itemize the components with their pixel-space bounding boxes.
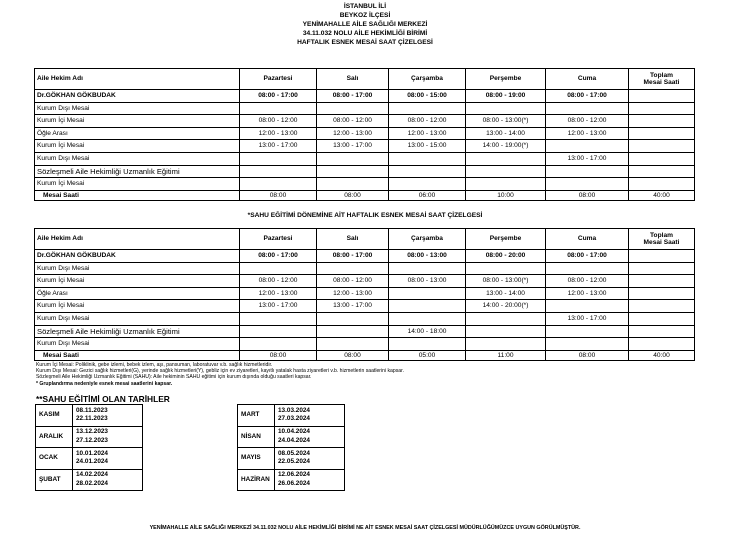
row-label: Öğle Arası	[35, 287, 240, 300]
time-cell	[240, 312, 317, 325]
time-cell: 13:00 - 17:00	[240, 140, 317, 153]
time-cell: 08:00 - 12:00	[317, 275, 389, 288]
time-cell	[317, 178, 389, 191]
dates-cell	[73, 469, 143, 491]
table-row	[35, 165, 695, 178]
column-header-day: Perşembe	[466, 229, 546, 250]
total-cell	[629, 165, 695, 178]
total-hours-cell: 05:00	[389, 350, 466, 360]
time-cell: 13:00 - 17:00	[546, 152, 629, 165]
row-label: Kurum İçi Mesai	[35, 178, 240, 191]
time-cell: 12:00 - 13:00	[317, 127, 389, 140]
time-cell: 08:00 - 17:00	[546, 250, 629, 263]
dates-cell	[275, 405, 345, 427]
row-label: Dr.GÖKHAN GÖKBUDAK	[35, 250, 240, 263]
total-cell	[629, 152, 695, 165]
total-hours-cell: 06:00	[389, 190, 466, 200]
time-cell	[546, 325, 629, 338]
month-cell: NİSAN	[238, 426, 275, 448]
row-label: Kurum Dışı Mesai	[35, 312, 240, 325]
table-row	[35, 300, 695, 313]
time-cell	[317, 338, 389, 351]
time-cell: 08:00 - 17:00	[546, 90, 629, 103]
time-cell: 08:00 - 13:00	[389, 275, 466, 288]
date-value: 13.12.2023	[76, 428, 108, 436]
table-row	[35, 127, 695, 140]
time-cell: 12:00 - 13:00	[240, 287, 317, 300]
weekly-total-cell: 40:00	[629, 350, 695, 360]
total-cell	[629, 300, 695, 313]
row-label: Kurum İçi Mesai	[35, 140, 240, 153]
time-cell	[317, 325, 389, 338]
dates-cell	[275, 426, 345, 448]
schedule-body	[35, 229, 695, 361]
total-cell	[629, 102, 695, 115]
date-value: 26.06.2024	[278, 479, 310, 487]
time-cell: 08:00 - 19:00	[466, 90, 546, 103]
date-row	[238, 448, 345, 470]
time-cell	[389, 262, 466, 275]
sahu-dates-table-left	[35, 404, 143, 491]
date-value: 08.11.2023	[76, 406, 108, 414]
note-line: Kurum Dışı Mesai: Gezici sağlık hizmetleri(G), yerinde sağlık hizmetleri(Y), gebliz için ev ziyaretleri, kayıtlı yatalak hasta ziyaretleri v.b. hizmetlerin saatlerini kapsar.	[36, 368, 404, 375]
date-row	[36, 448, 143, 470]
time-cell	[389, 165, 466, 178]
column-header-name: Aile Hekim Adı	[35, 69, 240, 90]
row-label: Kurum Dışı Mesai	[35, 262, 240, 275]
table-row	[35, 152, 695, 165]
time-cell: 08:00 - 12:00	[546, 115, 629, 128]
column-header-day: Çarşamba	[389, 69, 466, 90]
time-cell	[240, 178, 317, 191]
row-label: Kurum İçi Mesai	[35, 300, 240, 313]
table-row	[35, 250, 695, 263]
month-cell: MAYIS	[238, 448, 275, 470]
total-hours-cell: 08:00	[317, 190, 389, 200]
table-row	[35, 325, 695, 338]
header-line-title: HAFTALIK ESNEK MESAİ SAAT ÇİZELGESİ	[297, 39, 433, 46]
note-line-grouping: * Gruplandırma nedeniyle esnek mesai saatlerini kapsar.	[36, 380, 173, 387]
time-cell	[546, 102, 629, 115]
month-cell: KASIM	[36, 405, 73, 427]
weekly-total-cell: 40:00	[629, 190, 695, 200]
total-cell	[629, 115, 695, 128]
date-value: 22.11.2023	[76, 415, 108, 423]
column-header-day: Çarşamba	[389, 229, 466, 250]
time-cell	[240, 338, 317, 351]
table-row	[35, 338, 695, 351]
date-value: 28.02.2024	[76, 479, 108, 487]
table-row	[35, 275, 695, 288]
total-row	[35, 190, 695, 200]
time-cell	[466, 102, 546, 115]
month-cell: ŞUBAT	[36, 469, 73, 491]
time-cell	[389, 300, 466, 313]
row-label: Öğle Arası	[35, 127, 240, 140]
column-header-total-line2: Mesai Saati	[643, 79, 680, 86]
time-cell: 13:00 - 17:00	[317, 140, 389, 153]
time-cell: 08:00 - 12:00	[546, 275, 629, 288]
date-value: 08.05.2024	[278, 449, 310, 457]
time-cell	[546, 165, 629, 178]
time-cell: 08:00 - 12:00	[317, 115, 389, 128]
time-cell: 08:00 - 12:00	[389, 115, 466, 128]
date-value: 12.06.2024	[278, 471, 310, 479]
approval-footer: YENİMAHALLE AİLE SAĞLIĞI MERKEZİ 34.11.032 NOLU AİLE HEKİMLİĞİ BİRİMİ NE AİT ESNEK MESAİ SAAT ÇİZELGESİ MÜDÜRLÜĞÜMÜZCE UYGUN GÖRÜLMÜŞTÜR.	[149, 525, 581, 531]
dates-cell	[73, 426, 143, 448]
column-header-day: Pazartesi	[240, 229, 317, 250]
time-cell	[466, 325, 546, 338]
column-header-day: Cuma	[546, 229, 629, 250]
dates-cell	[73, 405, 143, 427]
date-value: 24.01.2024	[76, 458, 108, 466]
header-line-center: YENİMAHALLE AİLE SAĞLIĞI MERKEZİ	[302, 21, 428, 28]
table-row	[35, 115, 695, 128]
sahu-schedule-subtitle: *SAHU EĞİTİMİ DÖNEMİNE AİT HAFTALIK ESNEK MESAİ SAAT ÇİZELGESİ	[247, 212, 483, 219]
column-header-total-line1: Toplam	[650, 71, 673, 79]
table-row	[35, 287, 695, 300]
date-value: 10.01.2024	[76, 449, 108, 457]
total-hours-cell: 08:00	[546, 190, 629, 200]
dates-cell	[73, 448, 143, 470]
table-row	[35, 262, 695, 275]
schedule-body	[35, 69, 695, 201]
row-label: Kurum Dışı Mesai	[35, 102, 240, 115]
time-cell: 14:00 - 19:00(*)	[466, 140, 546, 153]
time-cell	[546, 338, 629, 351]
dates-cell	[275, 448, 345, 470]
time-cell: 13:00 - 15:00	[389, 140, 466, 153]
time-cell	[240, 102, 317, 115]
note-line: Kurum İçi Mesai: Poliklinik, gebe izlemi, bebek izlem, aşı, pansuman, laboratuvar v.b. sağlık hizmetleridir.	[36, 362, 273, 368]
time-cell	[240, 152, 317, 165]
column-header-total-line2: Mesai Saati	[643, 239, 680, 246]
column-header-day: Perşembe	[466, 69, 546, 90]
row-label: Sözleşmeli Aile Hekimliği Uzmanlık Eğitimi	[35, 165, 240, 178]
row-label: Sözleşmeli Aile Hekimliği Uzmanlık Eğitimi	[35, 325, 240, 338]
total-cell	[629, 312, 695, 325]
date-row	[36, 426, 143, 448]
column-header-total-line1: Toplam	[650, 231, 673, 239]
time-cell	[546, 140, 629, 153]
time-cell: 08:00 - 12:00	[240, 115, 317, 128]
total-hours-cell: 08:00	[546, 350, 629, 360]
time-cell: 12:00 - 13:00	[240, 127, 317, 140]
date-value: 27.12.2023	[76, 436, 108, 444]
time-cell: 12:00 - 13:00	[546, 287, 629, 300]
total-cell	[629, 250, 695, 263]
total-cell	[629, 338, 695, 351]
document-header	[0, 2, 730, 47]
date-row	[36, 469, 143, 491]
table-row	[35, 140, 695, 153]
row-label: Kurum Dışı Mesai	[35, 338, 240, 351]
month-cell: OCAK	[36, 448, 73, 470]
time-cell	[466, 262, 546, 275]
total-cell	[629, 262, 695, 275]
time-cell: 13:00 - 17:00	[317, 300, 389, 313]
total-hours-cell: 10:00	[466, 190, 546, 200]
month-cell: MART	[238, 405, 275, 427]
date-value: 14.02.2024	[76, 471, 108, 479]
time-cell: 12:00 - 13:00	[389, 127, 466, 140]
total-hours-cell: 08:00	[240, 350, 317, 360]
notes-block	[36, 362, 404, 387]
time-cell	[466, 178, 546, 191]
date-row	[238, 426, 345, 448]
time-cell	[546, 300, 629, 313]
time-cell	[389, 312, 466, 325]
time-cell	[240, 165, 317, 178]
month-cell: HAZİRAN	[238, 469, 275, 491]
sahu-dates-table-right	[237, 404, 345, 491]
total-cell	[629, 90, 695, 103]
time-cell: 13:00 - 14:00	[466, 127, 546, 140]
date-row	[238, 469, 345, 491]
total-cell	[629, 178, 695, 191]
column-header-name: Aile Hekim Adı	[35, 229, 240, 250]
time-cell: 14:00 - 20:00(*)	[466, 300, 546, 313]
time-cell: 13:00 - 17:00	[240, 300, 317, 313]
total-hours-cell: 08:00	[317, 350, 389, 360]
column-header-total	[629, 229, 695, 250]
time-cell: 08:00 - 20:00	[466, 250, 546, 263]
total-row	[35, 350, 695, 360]
date-value: 22.05.2024	[278, 458, 310, 466]
time-cell	[317, 152, 389, 165]
time-cell	[317, 312, 389, 325]
total-hours-cell: 11:00	[466, 350, 546, 360]
time-cell	[240, 262, 317, 275]
date-row	[238, 405, 345, 427]
time-cell	[546, 262, 629, 275]
row-label: Kurum İçi Mesai	[35, 115, 240, 128]
total-cell	[629, 325, 695, 338]
time-cell	[466, 152, 546, 165]
date-value: 27.03.2024	[278, 415, 310, 423]
date-row	[36, 405, 143, 427]
month-cell: ARALIK	[36, 426, 73, 448]
time-cell	[317, 102, 389, 115]
time-cell	[546, 178, 629, 191]
row-label: Kurum İçi Mesai	[35, 275, 240, 288]
time-cell: 08:00 - 17:00	[317, 90, 389, 103]
time-cell: 14:00 - 18:00	[389, 325, 466, 338]
time-cell	[389, 178, 466, 191]
column-header-total	[629, 69, 695, 90]
row-label: Kurum Dışı Mesai	[35, 152, 240, 165]
time-cell: 13:00 - 17:00	[546, 312, 629, 325]
column-header-day: Salı	[317, 229, 389, 250]
time-cell	[389, 338, 466, 351]
time-cell: 08:00 - 17:00	[240, 90, 317, 103]
column-header-day: Pazartesi	[240, 69, 317, 90]
time-cell: 12:00 - 13:00	[546, 127, 629, 140]
total-cell	[629, 140, 695, 153]
date-value: 13.03.2024	[278, 406, 310, 414]
total-cell	[629, 287, 695, 300]
time-cell: 08:00 - 17:00	[317, 250, 389, 263]
table-row	[35, 178, 695, 191]
time-cell: 13:00 - 14:00	[466, 287, 546, 300]
dates-cell	[275, 469, 345, 491]
column-header-day: Cuma	[546, 69, 629, 90]
time-cell: 12:00 - 13:00	[317, 287, 389, 300]
table-header-row	[35, 69, 695, 90]
table-row	[35, 90, 695, 103]
time-cell	[466, 312, 546, 325]
header-line-district: BEYKOZ İLÇESİ	[339, 12, 391, 19]
table-row	[35, 102, 695, 115]
time-cell	[389, 152, 466, 165]
date-value: 24.04.2024	[278, 436, 310, 444]
date-value: 10.04.2024	[278, 428, 310, 436]
time-cell: 08:00 - 15:00	[389, 90, 466, 103]
time-cell	[317, 262, 389, 275]
time-cell	[240, 325, 317, 338]
header-line-province: İSTANBUL İLİ	[343, 3, 387, 10]
time-cell	[389, 287, 466, 300]
table-row	[35, 312, 695, 325]
time-cell: 08:00 - 13:00	[389, 250, 466, 263]
schedule-table-regular	[34, 68, 695, 201]
note-line: Sözleşmeli Aile Hekimliği Uzmanlık Eğitimi (SAHU): Aile hekiminin SAHU eğitimi için kurum dışında olduğu saatleri kapsar.	[36, 374, 312, 381]
time-cell: 08:00 - 13:00(*)	[466, 115, 546, 128]
row-label: Dr.GÖKHAN GÖKBUDAK	[35, 90, 240, 103]
total-cell	[629, 275, 695, 288]
time-cell	[389, 102, 466, 115]
schedule-table-sahu	[34, 228, 695, 361]
total-row-label: Mesai Saati	[35, 190, 240, 200]
sahu-dates-title: **SAHU EĞİTİMİ OLAN TARİHLER	[36, 394, 170, 404]
column-header-day: Salı	[317, 69, 389, 90]
time-cell	[317, 165, 389, 178]
table-header-row	[35, 229, 695, 250]
time-cell: 08:00 - 12:00	[240, 275, 317, 288]
time-cell	[466, 338, 546, 351]
time-cell: 08:00 - 13:00(*)	[466, 275, 546, 288]
total-cell	[629, 127, 695, 140]
time-cell: 08:00 - 17:00	[240, 250, 317, 263]
total-row-label: Mesai Saati	[35, 350, 240, 360]
header-line-unit: 34.11.032 NOLU AİLE HEKİMLİĞİ BİRİMİ	[302, 30, 428, 37]
time-cell	[466, 165, 546, 178]
total-hours-cell: 08:00	[240, 190, 317, 200]
